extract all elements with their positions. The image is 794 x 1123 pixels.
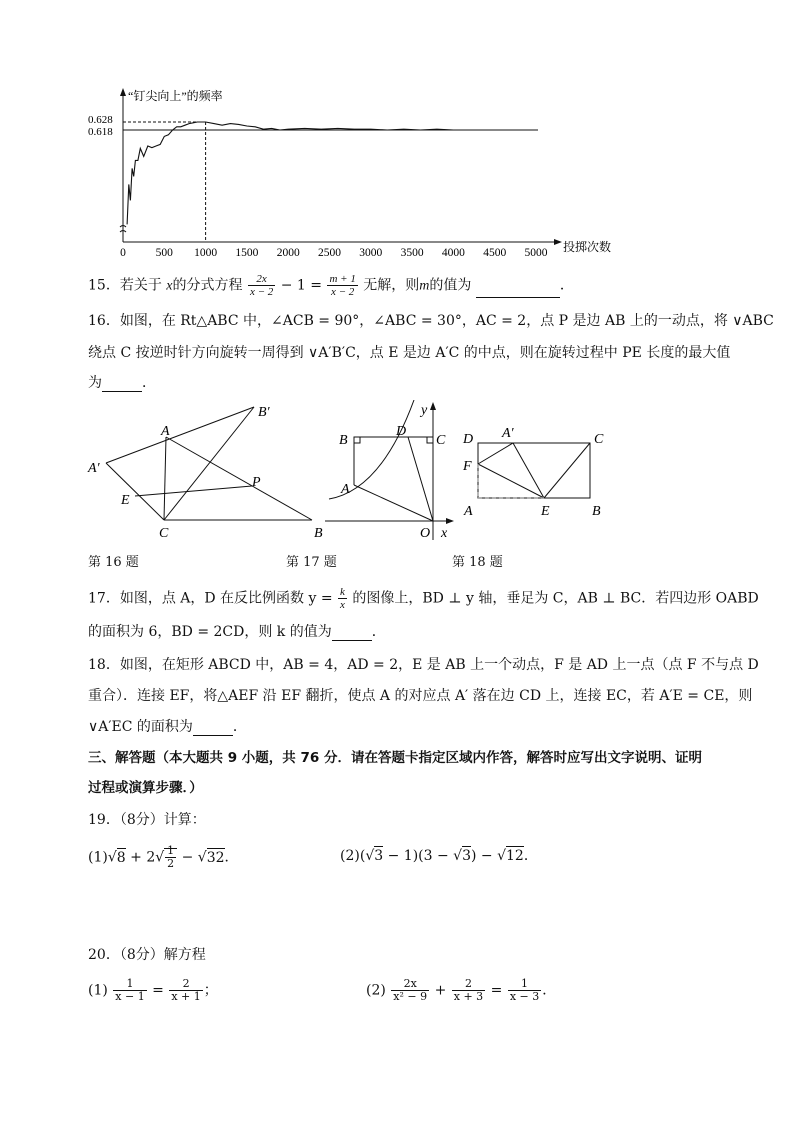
x-axis-arrow <box>554 239 562 245</box>
x-tick-label: 1500 <box>235 247 259 259</box>
section-3-heading-line-1: 三、解答题（本大题共 9 小题，共 76 分．请在答题卡指定区域内作答，解答时应写出文字说明、证明 <box>88 750 702 766</box>
figure-18 <box>455 400 615 520</box>
fig16-label-P: P <box>252 475 261 490</box>
fig16-label-E: E <box>121 493 130 508</box>
x-tick-label: 3000 <box>359 247 383 259</box>
y-tick-label: 0.628 <box>88 114 113 126</box>
q20-p2-fraction-3: $\frac{1}{x - 3}$ <box>509 977 540 1003</box>
question-16-line-2: 绕点 C 按逆时针方向旋转一周得到 ∨A′B′C，点 E 是边 A′C 的中点，则在旋转过程中 PE 长度的最大值 <box>88 345 731 361</box>
q15-fraction-1: $\frac{2x}{x - 2}$ <box>249 273 274 298</box>
q20-p2-fraction-2: $\frac{2}{x + 3}$ <box>453 977 484 1003</box>
question-17-line-2: 的面积为 6，BD = 2CD，则 k 的值为 ． <box>88 624 386 640</box>
x-tick-label: 3500 <box>400 247 424 259</box>
y-tick-label: 0.618 <box>88 126 113 138</box>
q15-text: 无解，则 <box>363 277 420 294</box>
fig18-label-A: A <box>464 504 473 519</box>
x-tick-label: 2000 <box>276 247 300 259</box>
fig17-label-A: A <box>341 482 350 497</box>
q15-text: 若关于 <box>119 277 162 294</box>
q15-var-m: m <box>419 278 430 294</box>
q20-p1-fraction-2: $\frac{2}{x + 1}$ <box>171 977 201 1003</box>
fig18-label-A1: A′ <box>502 426 514 441</box>
question-19-part-2: (2)(√3 − 1)(3 − √3) − √12． <box>340 848 538 864</box>
q15-fraction-2: $\frac{m + 1}{x - 2}$ <box>329 273 356 298</box>
fig16-label-B: B <box>314 526 323 541</box>
q15-text: 的值为 <box>429 277 472 294</box>
x-axis-label: 投掷次数 <box>563 240 612 254</box>
x-tick-label: 0 <box>120 247 126 259</box>
fig18-label-C: C <box>594 432 604 447</box>
fig18-label-E: E <box>541 504 550 519</box>
fig17-label-D: D <box>396 424 407 439</box>
question-19-part-1: (1)√8 + 2√ $\frac{1}{2}$ − √32． <box>88 844 239 870</box>
fig16-label-C: C <box>159 526 169 541</box>
q20-p2-fraction-1: $\frac{2x}{\text{x² − 9}}$ <box>393 977 428 1003</box>
chart-title: “钉尖向上”的频率 <box>128 89 223 103</box>
caption-fig18: 第 18 题 <box>452 555 503 570</box>
fig16-label-A1: A′ <box>88 461 100 476</box>
figure-16 <box>84 400 324 545</box>
q15-text: − 1 = <box>280 277 322 294</box>
x-tick-label: 2500 <box>318 247 341 259</box>
caption-fig17: 第 17 题 <box>286 555 337 570</box>
frequency-chart <box>80 82 640 262</box>
question-18-line-2: 重合）．连接 EF，将△AEF 沿 EF 翻折，使点 A 的对应点 A′ 落在边 CD 上，连接 EC，若 A′E = CE，则 <box>88 688 753 704</box>
q17-fraction: $\frac{k}{x}$ <box>340 586 345 611</box>
q15-var-x: x <box>166 278 173 294</box>
question-19-title: 19．（8分）计算： <box>88 812 206 828</box>
question-18-line-1: 18．如图，在矩形 ABCD 中，AB = 4，AD = 2，E 是 AB 上一个动点，F 是 AD 上一点（点 F 不与点 D <box>88 657 759 673</box>
x-tick-label: 500 <box>155 247 173 259</box>
q16-answer-blank[interactable] <box>102 377 142 392</box>
x-tick-label: 1000 <box>194 247 218 259</box>
fig17-label-y: y <box>421 403 428 418</box>
q20-p1-fraction-1: $\frac{1}{x - 1}$ <box>115 977 145 1003</box>
question-20-title: 20．（8分）解方程 <box>88 947 206 963</box>
figure-17 <box>325 400 455 545</box>
question-16-line-3: 为 ． <box>88 375 156 391</box>
y-axis-arrow <box>120 88 126 96</box>
fig18-label-F: F <box>463 459 472 474</box>
x-tick-label: 4500 <box>483 247 507 259</box>
fig18-label-B: B <box>592 504 601 519</box>
section-3-heading-line-2: 过程或演算步骤．） <box>88 780 203 796</box>
x-tick-label: 5000 <box>524 247 548 259</box>
q15-text: ． <box>559 277 574 294</box>
caption-fig16: 第 16 题 <box>88 555 139 570</box>
fig17-label-O: O <box>420 526 431 541</box>
x-tick-label: 4000 <box>441 247 465 259</box>
series-line-frequency <box>127 122 536 224</box>
fig17-label-B: B <box>339 433 348 448</box>
question-17-line-1: 17．如图，点 A，D 在反比例函数 y = $\frac{k}{x}$ 的图像上，BD ⊥ y 轴，垂足为 C，AB ⊥ BC．若四边形 OABD <box>88 586 759 611</box>
fig18-label-D: D <box>463 432 474 447</box>
fig16-label-B1: B′ <box>258 405 270 420</box>
question-20-part-2: (2) $\frac{2x}{\text{x² − 9}}$ + $\frac{2}{x + 3}$ = $\frac{1}{x - 3}$ ． <box>366 977 557 1003</box>
q15-answer-blank[interactable] <box>476 283 560 298</box>
q17-answer-blank[interactable] <box>332 626 372 641</box>
question-15 <box>88 273 574 298</box>
fig17-label-x: x <box>441 526 448 541</box>
q15-number: 15． <box>88 277 120 294</box>
q15-text: 的分式方程 <box>172 277 243 294</box>
question-16-line-1: 16．如图，在 Rt△ABC 中，∠ACB = 90°，∠ABC = 30°，AC = 2，点 P 是边 AB 上的一动点，将 ∨ABC <box>88 313 774 329</box>
question-18-line-3: ∨A′EC 的面积为 ． <box>88 719 247 735</box>
q18-answer-blank[interactable] <box>193 721 233 736</box>
fig17-label-C: C <box>436 433 446 448</box>
question-20-part-1: (1) $\frac{1}{x - 1}$ = $\frac{2}{x + 1}$ ； <box>88 977 218 1003</box>
fig16-label-A: A <box>161 424 170 439</box>
